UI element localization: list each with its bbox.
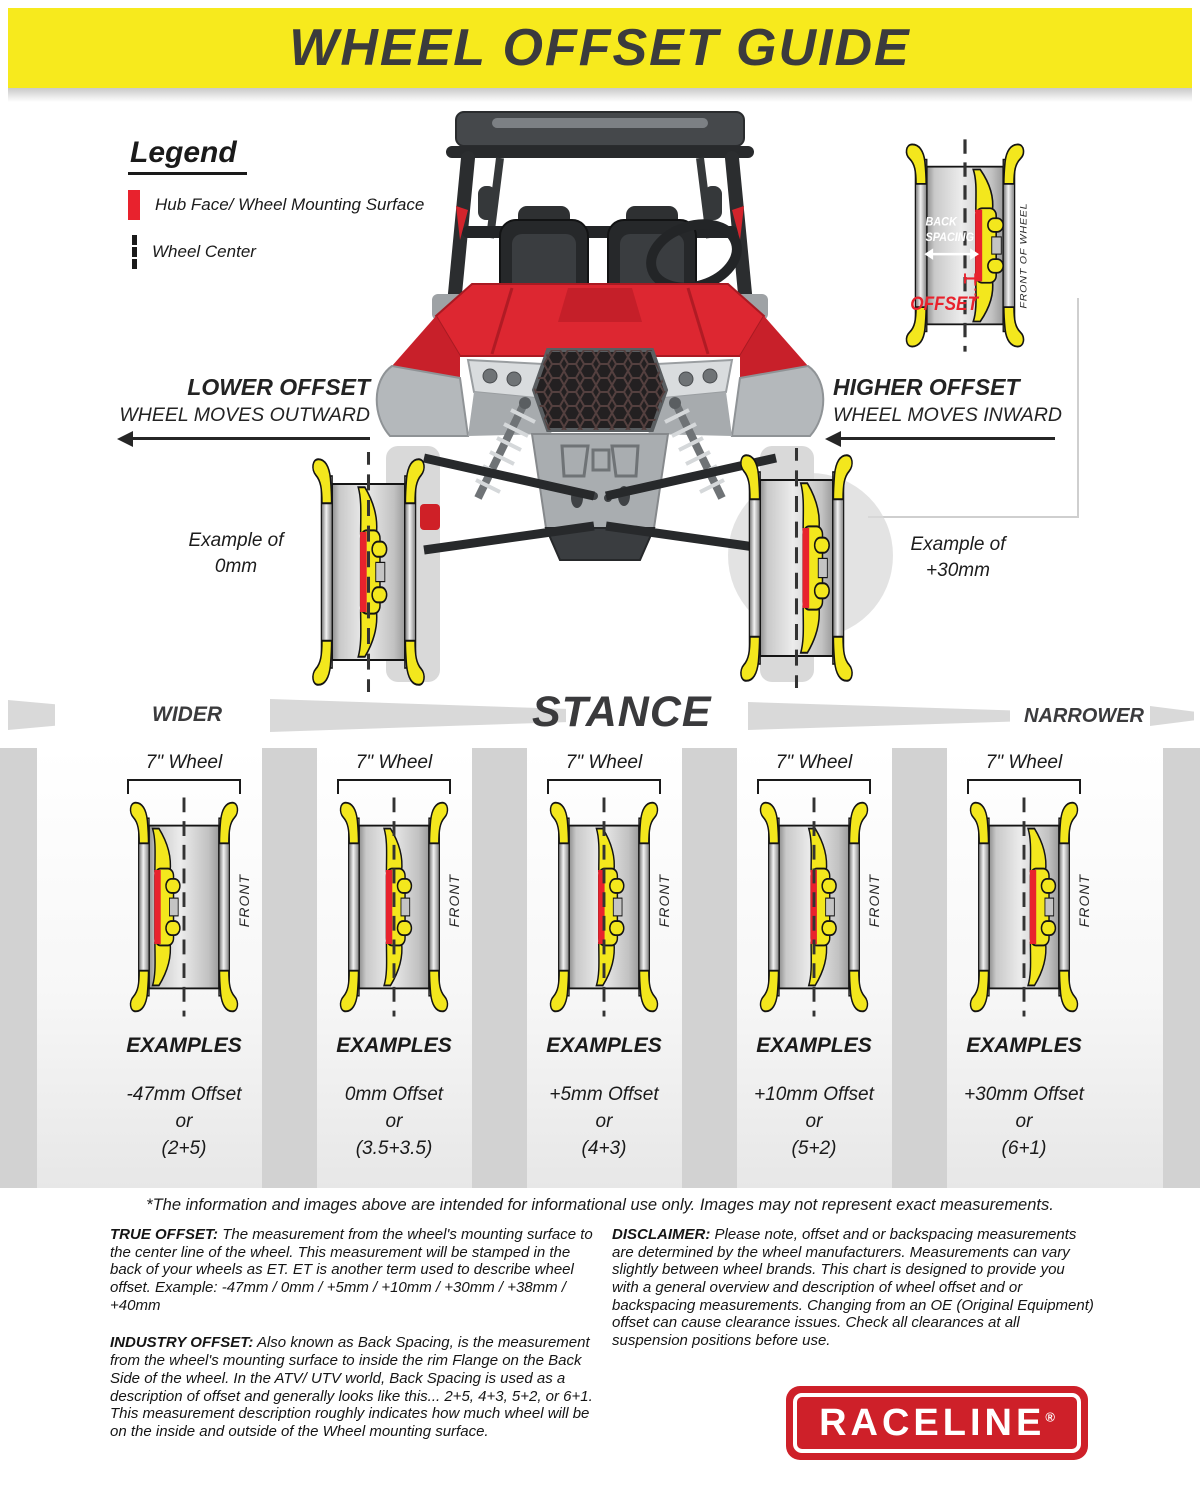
stance-gutter: [0, 748, 37, 1188]
callout-connector-horizontal: [868, 516, 1079, 518]
or-label: or: [1015, 1111, 1033, 1132]
wheel-center-dash-icon: [132, 235, 137, 269]
legend-label: Wheel Center: [152, 242, 256, 261]
title-banner: [8, 8, 1192, 88]
wheel-cross-section-plus10: [750, 796, 878, 1018]
offset-reference-wheel-diagram: [895, 138, 1035, 353]
stance-gutter: [1163, 748, 1200, 1188]
example-0mm-label: [168, 528, 304, 579]
stance-title: STANCE: [532, 688, 712, 736]
higher-offset-block: [833, 374, 1065, 440]
lower-offset-block: [108, 374, 370, 440]
offset-value: +10mm Offset: [754, 1084, 874, 1105]
higher-offset-title: HIGHER OFFSET: [833, 374, 1020, 400]
industry-offset-paragraph: [110, 1334, 602, 1440]
offset-label: OFFSET: [910, 292, 978, 315]
true-offset-paragraph: [110, 1226, 602, 1314]
front-label: FRONT: [446, 874, 462, 928]
stance-gutter: [472, 748, 527, 1188]
stance-wheel-group-5: [947, 752, 1101, 1160]
front-label: FRONT: [656, 874, 672, 928]
backspacing-value: (4+3): [581, 1138, 627, 1159]
measure-bracket-icon: [757, 779, 871, 794]
raceline-logo-border: [793, 1393, 1081, 1453]
or-label: or: [595, 1111, 613, 1132]
examples-heading: EXAMPLES: [336, 1034, 452, 1057]
or-label: or: [805, 1111, 823, 1132]
disclaimer-text: Please note, offset and or backspacing measurements are determined by the wheel manufacturers. Measurements can vary slightly between wheel brands. This chart is designed to provide you with a general overview and description of wheel offset and or backspacing measurements. Changing from an OE (Original Equipment) offset can cause clearance issues. Check all clearances at all suspension positions before use.: [612, 1226, 1094, 1350]
wheel-cross-section-plus30: [960, 796, 1088, 1018]
stance-gutter: [262, 748, 317, 1188]
disclaimer-label: DISCLAIMER:: [612, 1226, 711, 1243]
wheel-cross-section-plus5: [540, 796, 668, 1018]
raceline-wordmark: RACELINE: [819, 1401, 1046, 1444]
higher-offset-subtitle: WHEEL MOVES INWARD: [833, 404, 1062, 426]
front-label: FRONT: [236, 874, 252, 928]
back-spacing-label: SPACING: [925, 231, 975, 245]
offset-value: -47mm Offset: [126, 1084, 242, 1105]
offset-value: +5mm Offset: [549, 1084, 659, 1105]
definitions-left-column: [110, 1226, 602, 1461]
wheel-size-label: 7" Wheel: [565, 752, 643, 773]
stance-wedge: [1150, 706, 1194, 726]
wheel-size-label: 7" Wheel: [145, 752, 223, 773]
legend-title: Legend: [128, 136, 247, 175]
examples-heading: EXAMPLES: [546, 1034, 662, 1057]
stance-wider-label: WIDER: [152, 703, 222, 726]
back-spacing-label: BACK: [925, 215, 957, 229]
stance-wheel-group-2: [317, 752, 471, 1160]
wheel-size-label: 7" Wheel: [775, 752, 853, 773]
disclaimer-paragraph: [612, 1226, 1095, 1350]
example-wheel-0mm: [302, 452, 435, 692]
wheel-cross-section-0mm: [330, 796, 458, 1018]
measure-bracket-icon: [337, 779, 451, 794]
measure-bracket-icon: [967, 779, 1081, 794]
stance-wheel-group-4: [737, 752, 891, 1160]
example-plus30mm-label: [893, 532, 1023, 583]
front-label: FRONT: [866, 874, 882, 928]
page-title: WHEEL OFFSET GUIDE: [289, 19, 911, 77]
lower-offset-subtitle: WHEEL MOVES OUTWARD: [119, 404, 370, 426]
stance-wheel-group-1: [107, 752, 261, 1160]
raceline-logo: [786, 1386, 1088, 1460]
front-label: FRONT: [1076, 874, 1092, 928]
stance-wedge: [748, 702, 1010, 730]
outward-arrow-icon: [125, 437, 370, 440]
example-plus30mm-line1: Example of: [910, 534, 1006, 555]
examples-heading: EXAMPLES: [756, 1034, 872, 1057]
measure-bracket-icon: [547, 779, 661, 794]
wheel-size-label: 7" Wheel: [355, 752, 433, 773]
legend-label: Hub Face/ Wheel Mounting Surface: [155, 195, 425, 214]
offset-value: +30mm Offset: [964, 1084, 1084, 1105]
true-offset-text: The measurement from the wheel's mounting surface to the center line of the wheel. This measurement will be stamped in the back of your wheels as ET. ET is another term used to describe wheel offset. Example: -47mm / 0mm / +5mm / +10mm / +30mm / +38mm / +40mm: [110, 1226, 593, 1314]
footnote: *The information and images above are intended for informational use only. Images may not represent exact measurements.: [146, 1196, 1054, 1214]
disclaimer-column: [612, 1226, 1095, 1370]
true-offset-label: TRUE OFFSET:: [110, 1226, 219, 1243]
raceline-logo-text: [819, 1402, 1055, 1445]
backspacing-value: (6+1): [1001, 1138, 1047, 1159]
backspacing-value: (2+5): [161, 1138, 207, 1159]
backspacing-value: (5+2): [791, 1138, 837, 1159]
example-0mm-line1: Example of: [188, 530, 284, 551]
examples-heading: EXAMPLES: [126, 1034, 242, 1057]
measure-bracket-icon: [127, 779, 241, 794]
examples-heading: EXAMPLES: [966, 1034, 1082, 1057]
example-0mm-line2: 0mm: [214, 555, 258, 577]
wheel-cross-section-minus47: [120, 796, 248, 1018]
callout-connector-vertical: [1077, 298, 1079, 518]
front-of-wheel-label: FRONT OF WHEEL: [1019, 202, 1030, 309]
industry-offset-label: INDUSTRY OFFSET:: [110, 1334, 254, 1352]
industry-offset-text: Also known as Back Spacing, is the measurement from the wheel's mounting surface to inside the rim Flange on the Back Side of the wheel. In the ATV/ UTV world, Back Spacing is used as a description of offset and generally looks like this... 2+5, 4+3, 5+2, or 6+1. This measurement description roughly indicates how much wheel will be on the inside and outside of the Wheel mounting surface.: [110, 1334, 593, 1440]
backspacing-value: (3.5+3.5): [355, 1138, 433, 1159]
wheel-size-label: 7" Wheel: [985, 752, 1063, 773]
stance-wedge: [270, 699, 566, 732]
example-plus30mm-line2: +30mm: [926, 559, 990, 581]
inward-arrow-icon: [833, 437, 1055, 440]
stance-gutter: [892, 748, 947, 1188]
hub-face-swatch-icon: [128, 190, 140, 220]
stance-narrower-label: NARROWER: [1024, 705, 1144, 727]
stance-wedge: [8, 700, 55, 730]
or-label: or: [175, 1111, 193, 1132]
stance-gutter: [682, 748, 737, 1188]
lower-offset-title: LOWER OFFSET: [187, 374, 370, 400]
offset-value: 0mm Offset: [344, 1084, 444, 1105]
registered-mark: ®: [1045, 1408, 1055, 1424]
stance-wheel-group-3: [527, 752, 681, 1160]
example-wheel-plus30mm: [730, 448, 863, 688]
or-label: or: [385, 1111, 403, 1132]
